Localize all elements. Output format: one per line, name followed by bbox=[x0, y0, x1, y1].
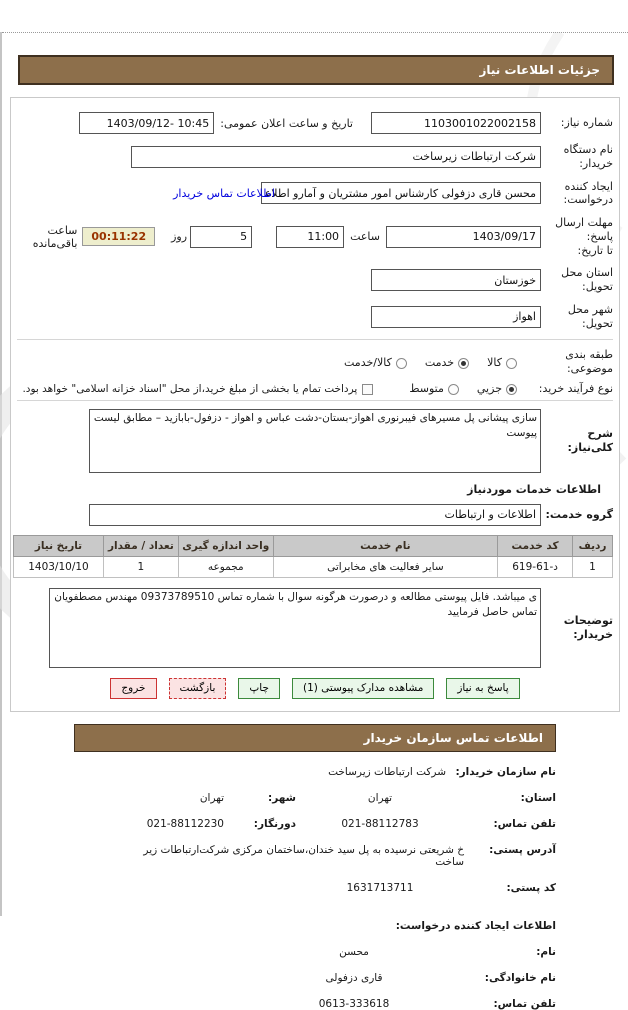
details-header-bar bbox=[18, 55, 614, 85]
contact-address-value: خ شریعتی نرسیده به پل سید خندان،ساختمان مرکزی شرکت‌ارتباطات زیر ساخت bbox=[143, 843, 464, 868]
header-row-number: ردیف bbox=[573, 535, 613, 556]
cell-need-date: 1403/10/10 bbox=[14, 556, 104, 577]
creator-first-name-value: محسن bbox=[339, 945, 369, 958]
row-postal-code bbox=[2, 882, 628, 894]
creator-phone-value: 0613-333618 bbox=[318, 997, 390, 1010]
service-group-label: گروه خدمت: bbox=[545, 507, 613, 521]
creator-first-name-label: نام: bbox=[536, 945, 556, 958]
deadline-label-line2: تا تاریخ: bbox=[577, 243, 613, 257]
deadline-days-input[interactable] bbox=[190, 226, 252, 248]
header-unit: واحد اندازه گیری bbox=[178, 535, 273, 556]
category-radio-service[interactable] bbox=[458, 358, 469, 369]
org-name-label: نام سازمان خریدار: bbox=[455, 765, 556, 778]
countdown-label: ساعت باقی‌مانده bbox=[32, 223, 78, 250]
process-type-label: نوع فرآیند خرید: bbox=[538, 381, 613, 395]
request-creator-input[interactable] bbox=[261, 182, 541, 204]
row-org-name bbox=[2, 766, 628, 778]
contact-header-title: اطلاعات تماس سازمان خریدار bbox=[363, 730, 543, 745]
need-description-textarea[interactable]: سازی پیشانی پل مسیرهای فیبرنوری اهواز-بستان-دشت عباس و اهواز - دزفول-بابازید – مطابق لیست پیوست bbox=[89, 409, 541, 473]
need-details-panel bbox=[10, 97, 620, 712]
deadline-label bbox=[541, 216, 613, 257]
contact-city-label: شهر: bbox=[268, 791, 296, 804]
row-need-number bbox=[17, 112, 613, 134]
need-number-label: شماره نیاز: bbox=[560, 116, 613, 130]
creator-last-name-label: نام خانوادگی: bbox=[484, 971, 556, 984]
creator-section-title: اطلاعات ایجاد کننده درخواست: bbox=[395, 919, 556, 932]
process-type-option-medium-label: متوسط bbox=[409, 382, 444, 396]
row-deadline bbox=[17, 216, 613, 257]
deadline-hour-label: ساعت bbox=[350, 230, 380, 244]
contact-fax-value: 021-88112230 bbox=[146, 817, 224, 830]
process-type-radio-medium[interactable] bbox=[448, 384, 459, 395]
row-creator-first-name bbox=[2, 946, 628, 958]
buyer-notes-label-line1: توضیحات bbox=[563, 613, 613, 627]
row-service-group bbox=[17, 504, 613, 526]
buyer-notes-label-line2: خریدار: bbox=[573, 627, 613, 641]
services-table bbox=[13, 535, 613, 578]
row-province-city bbox=[2, 792, 628, 804]
table-row bbox=[14, 556, 613, 577]
row-request-creator bbox=[17, 180, 613, 208]
category-option-service-label: خدمت bbox=[424, 355, 455, 369]
row-delivery-city bbox=[17, 303, 613, 331]
org-name-value: شرکت ارتباطات زیرساخت bbox=[328, 765, 446, 778]
contact-address-label: آدرس پستی: bbox=[489, 843, 556, 856]
delivery-province-input[interactable] bbox=[371, 269, 541, 291]
delivery-province-label: استان محل تحویل: bbox=[561, 266, 613, 293]
creator-last-name-value: قاری دزفولی bbox=[325, 971, 383, 984]
contact-city-value: تهران bbox=[199, 791, 224, 804]
top-dotted-divider bbox=[2, 32, 628, 33]
creator-phone-label: تلفن تماس: bbox=[493, 997, 556, 1010]
announce-datetime-label: تاریخ و ساعت اعلان عمومی: bbox=[220, 116, 353, 130]
header-service-name: نام خدمت bbox=[273, 535, 497, 556]
postal-code-label: کد پستی: bbox=[506, 881, 556, 894]
delivery-city-label: شهر محل تحویل: bbox=[567, 302, 613, 330]
services-table-header-row bbox=[14, 535, 613, 556]
contact-fax-label: دورنگار: bbox=[253, 817, 296, 830]
row-delivery-province bbox=[17, 266, 613, 294]
row-creator-phone bbox=[2, 998, 628, 1010]
row-buyer-notes bbox=[17, 588, 613, 668]
deadline-hour-input[interactable] bbox=[276, 226, 344, 248]
row-category bbox=[17, 348, 613, 376]
action-buttons-row bbox=[17, 678, 613, 699]
cell-quantity: 1 bbox=[103, 556, 178, 577]
request-creator-label: ایجاد کننده درخواست: bbox=[563, 179, 613, 207]
classification-strip bbox=[17, 339, 613, 400]
category-radio-goods-service[interactable] bbox=[396, 358, 407, 369]
cell-service-code: د-61-619 bbox=[498, 556, 573, 577]
respond-button[interactable]: پاسخ به نیاز bbox=[446, 678, 519, 699]
process-type-radio-minor[interactable] bbox=[506, 384, 517, 395]
row-need-description bbox=[17, 409, 613, 473]
back-button[interactable]: بازگشت bbox=[169, 678, 227, 699]
details-header-title: جزئیات اطلاعات نیاز bbox=[479, 63, 600, 77]
buyer-contact-link[interactable]: اطلاعات تماس خریدار bbox=[173, 186, 275, 200]
need-description-label: شرح کلی‌نیاز: bbox=[567, 426, 613, 454]
row-creator-last-name bbox=[2, 972, 628, 984]
services-section-title: اطلاعات خدمات موردنیاز bbox=[467, 482, 601, 496]
announce-datetime-input[interactable] bbox=[79, 112, 214, 134]
creator-section bbox=[2, 920, 628, 1010]
process-type-option-minor-label: جزیي bbox=[476, 382, 502, 396]
treasury-docs-checkbox-label: پرداخت تمام یا بخشی از مبلغ خرید،از محل "اسناد خزانه اسلامی" خواهد بود. bbox=[22, 382, 358, 395]
contact-phone-label: تلفن تماس: bbox=[493, 817, 556, 830]
cell-row-number: 1 bbox=[573, 556, 613, 577]
header-service-code: کد خدمت bbox=[498, 535, 573, 556]
view-attachments-button[interactable]: مشاهده مدارک پیوستی (1) bbox=[292, 678, 434, 699]
row-phone-fax bbox=[2, 818, 628, 830]
row-buyer-device bbox=[17, 143, 613, 171]
delivery-city-input[interactable] bbox=[371, 306, 541, 328]
contact-section bbox=[2, 766, 628, 894]
contact-phone-value: 021-88112783 bbox=[341, 817, 419, 830]
header-quantity: تعداد / مقدار bbox=[103, 535, 178, 556]
countdown-timer: 00:11:22 bbox=[82, 227, 155, 246]
row-address bbox=[2, 844, 628, 868]
cell-service-name: سایر فعالیت های مخابراتی bbox=[273, 556, 497, 577]
buyer-device-input[interactable] bbox=[131, 146, 541, 168]
buyer-notes-label bbox=[541, 614, 613, 642]
exit-button[interactable]: خروج bbox=[110, 678, 156, 699]
deadline-date-input[interactable] bbox=[386, 226, 541, 248]
service-group-input[interactable] bbox=[89, 504, 541, 526]
row-process-type bbox=[17, 382, 613, 396]
category-radio-goods[interactable] bbox=[506, 358, 517, 369]
contact-header-bar bbox=[74, 724, 556, 752]
contact-province-value: تهران bbox=[367, 791, 393, 804]
contact-province-label: استان: bbox=[520, 791, 556, 804]
category-option-goods-service-label: کالا/خدمت bbox=[344, 355, 392, 369]
header-need-date: تاریخ نیاز bbox=[14, 535, 104, 556]
buyer-notes-textarea[interactable]: ی میباشد. فایل پیوستی مطالعه و درصورت هرگونه سوال با شماره تماس 09373789510 مهندس مصطفویان تماس حاصل فرمایید bbox=[49, 588, 541, 668]
category-option-goods-label: کالا bbox=[487, 355, 502, 369]
buyer-device-label: نام دستگاه خریدار: bbox=[563, 143, 613, 170]
need-number-input[interactable] bbox=[371, 112, 541, 134]
deadline-label-line1: مهلت ارسال پاسخ: bbox=[555, 216, 613, 243]
category-label: طبقه بندی موضوعی: bbox=[565, 348, 613, 375]
print-button[interactable]: چاپ bbox=[238, 678, 280, 699]
treasury-docs-checkbox[interactable] bbox=[362, 384, 373, 395]
deadline-days-unit-label: روز bbox=[171, 230, 188, 244]
cell-unit: مجموعه bbox=[178, 556, 273, 577]
postal-code-value: 1631713711 bbox=[346, 881, 414, 894]
